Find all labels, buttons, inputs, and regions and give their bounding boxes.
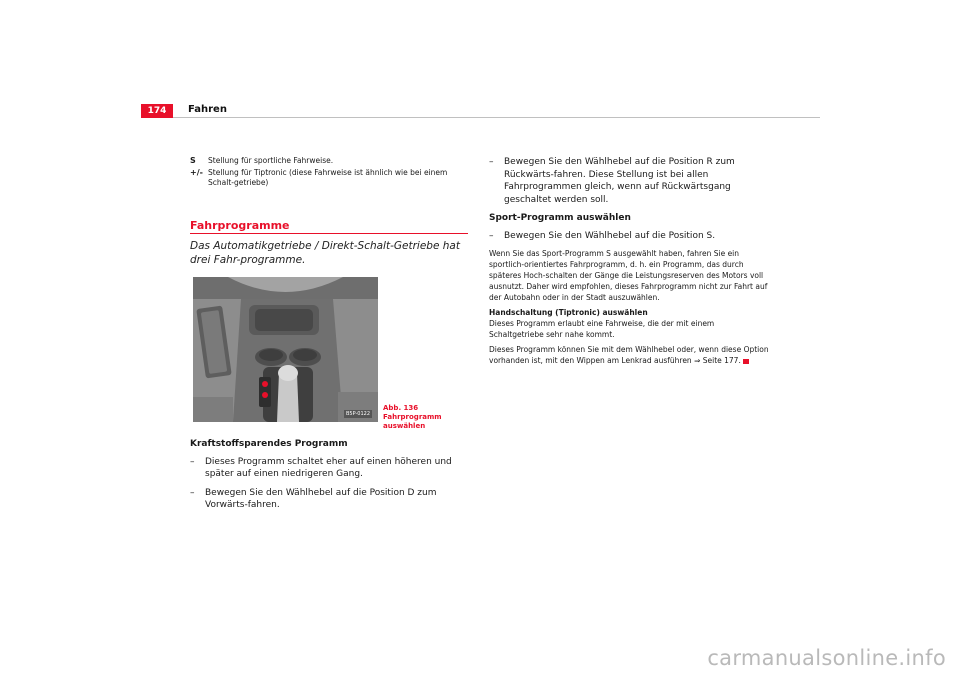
manual-note: Dieses Programm erlaubt eine Fahrweise, die der mit einem Schaltgetriebe sehr nahe kommt. (489, 319, 715, 339)
chapter-title: Fahren (188, 104, 227, 115)
legend (190, 156, 468, 190)
section-intro: Das Automatikgetriebe / Direkt-Schalt-Getriebe hat drei Fahr-programme. (190, 240, 460, 266)
subheading-manual: Handschaltung (Tiptronic) auswählen (489, 308, 648, 317)
legend-item (190, 156, 468, 166)
dash-bullet: – (190, 487, 195, 498)
list-item (190, 456, 470, 481)
paddle-note (489, 344, 771, 366)
figure-code: B5P-0122 (345, 411, 370, 417)
list-item (190, 487, 470, 512)
section-title: Fahrprogramme (190, 219, 290, 232)
subheading-economy: Kraftstoffsparendes Programm (190, 439, 348, 449)
header-rule (141, 117, 820, 118)
right-column (489, 156, 771, 370)
gear-selector-illustration (193, 277, 378, 422)
sport-note: Wenn Sie das Sport-Programm S ausgewählt haben, fahren Sie ein sportlich-orientiertes Fahrprogramm, d. h. ein Programm, das durch späteres Hoch-schalten der Gänge die Leistungsreserven des Motors voll ausnutzt. Daher wird empfohlen, dieses Fahrprogramm nicht zur Fahrt auf der Autobahn oder in der Stadt auszuwählen. (489, 249, 768, 302)
legend-text: Stellung für sportliche Fahrweise. (208, 156, 334, 165)
step-text: Bewegen Sie den Wählhebel auf die Position S. (504, 230, 716, 241)
step-text: Bewegen Sie den Wählhebel auf die Position R zum Rückwärts-fahren. Diese Stellung ist bei allen Fahrprogrammen gleich, wenn auf Rückwärtsgang geschaltet werden soll. (504, 157, 735, 205)
legend-text: Stellung für Tiptronic (diese Fahrweise ist ähnlich wie bei einem Schalt-getriebe) (208, 168, 448, 187)
legend-key: +/- (190, 168, 203, 177)
page-number: 174 (141, 104, 173, 118)
step-text: Bewegen Sie den Wählhebel auf die Position D zum Vorwärts-fahren. (205, 487, 437, 510)
section-end-icon (743, 359, 749, 364)
step-text: Dieses Programm schaltet eher auf einen höheren und später auf einen niedrigeren Gang. (205, 456, 452, 479)
section-rule (190, 233, 468, 234)
dash-bullet: – (489, 157, 494, 167)
gear-selector-figure (193, 277, 378, 422)
dash-bullet: – (190, 456, 195, 467)
left-column (190, 438, 470, 518)
subheading-sport: Sport-Programm auswählen (489, 213, 631, 223)
list-item (489, 230, 771, 243)
figure-caption: Abb. 136 Fahrprogramm auswählen (383, 404, 442, 430)
list-item (489, 156, 771, 206)
legend-key: S (190, 156, 196, 165)
paddle-note-text: Dieses Programm können Sie mit dem Wählhebel oder, wenn diese Option vorhanden ist, mit den Wippen am Lenkrad ausführen ⇒ Seite 177. (489, 345, 769, 365)
dash-bullet: – (489, 230, 494, 241)
legend-item (190, 168, 468, 188)
watermark: carmanualsonline.info (707, 646, 946, 670)
